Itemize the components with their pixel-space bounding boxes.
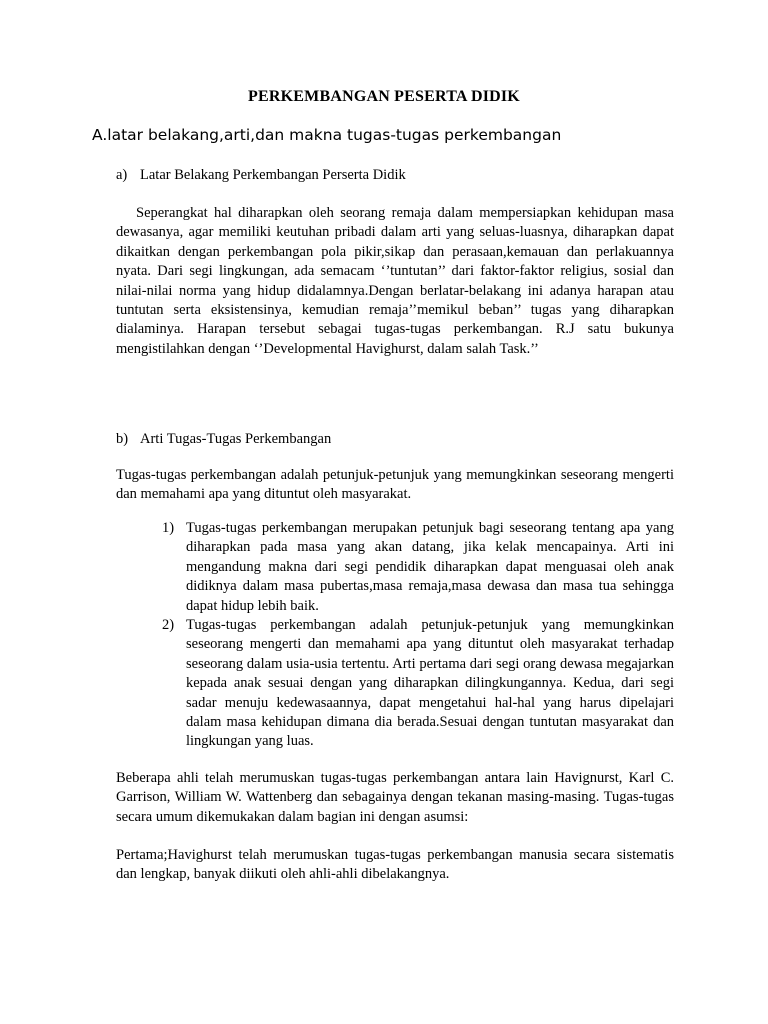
subsection-b-heading: [116, 431, 331, 448]
closing-paragraph: Beberapa ahli telah merumuskan tugas-tugas perkembangan antara lain Havignurst, Karl C. Garrison, William W. Wattenberg dan sebagainya dengan tekanan masing-masing. Tugas-tugas secara umum dikemukakan dalam bagian ini dengan asumsi:: [116, 770, 674, 825]
subsection-a-heading: [116, 167, 406, 184]
section-heading-a: A.latar belakang,arti,dan makna tugas-tugas perkembangan: [92, 126, 562, 144]
list-item-text: Tugas-tugas perkembangan merupakan petunjuk bagi seseorang tentang apa yang diharapkan pada masa yang akan datang, jika kelak mencapainya. Arti ini mengandung makna dari segi pendidik diharapkan dapat menguasai oleh anak didiknya dalam masa pubertas,masa remaja,masa dewasa dan masa tua sehingga dapat hidup lebih baik.: [186, 520, 674, 614]
list-item-number: 2): [162, 617, 175, 634]
list-item: [116, 519, 674, 616]
subsection-b-title: Arti Tugas-Tugas Perkembangan: [140, 431, 332, 447]
subsection-a-paragraph: Seperangkat hal diharapkan oleh seorang remaja dalam mempersiapkan kehidupan masa dewasanya, agar memiliki keutuhan pribadi dalam arti yang seluas-luasnya, diharapkan dapat dikaitkan dengan perkembangan pola pikir,sikap dan perasaan,kemauan dan perlakuannya nyata. Dari segi lingkungan, ada semacam ‘’tuntutan’’ dari faktor-faktor religius, sosial dan nilai-nilai norma yang hidup didalamnya.Dengan berlatar-belakang ini adanya harapan atau tuntutan serta eksistensinya, kemudian remaja’’memikul beban’’ tugas yang diharapkan dialaminya. Harapan tersebut sebagai tugas-tugas perkembangan. R.J satu bukunya mengistilahkan dengan ‘’Developmental Havighurst, dalam salah Task.’’: [116, 205, 674, 357]
list-item-number: 1): [162, 520, 175, 536]
document-title: PERKEMBANGAN PESERTA DIDIK: [248, 88, 520, 105]
subsection-b-paragraph: Tugas-tugas perkembangan adalah petunjuk-petunjuk yang memungkinkan seseorang mengerti dan memahami apa yang dituntut oleh masyarakat.: [116, 467, 674, 503]
subsection-b-label: b): [116, 431, 129, 447]
subsection-a-label: a): [116, 167, 128, 183]
final-paragraph: Pertama;Havighurst telah merumuskan tugas-tugas perkembangan manusia secara sistematis dan lengkap, banyak diikuti oleh ahli-ahli dibelakangnya.: [116, 847, 674, 883]
subsection-a-title: Latar Belakang Perkembangan Perserta Didik: [140, 167, 406, 183]
list-item-text: Tugas-tugas perkembangan adalah petunjuk-petunjuk yang memungkinkan seseorang mengerti dan memahami apa yang dituntut oleh masyarakat terhadap seseorang dalam usia-usia tertentu. Arti pertama dari segi orang dewasa megajarkan kepada anak sesuai dengan yang diharapkan dilingkungannya. Kedua, dari segi sadar menuju kedewasaannya, dapat mengetahui hal-hal yang harus dipelajari dalam masa kehidupan dimana dia berada.Sesuai dengan tuntutan masyarakat dan lingkungan yang luas.: [186, 617, 674, 750]
numbered-list: [116, 519, 674, 752]
list-item: [116, 616, 674, 752]
